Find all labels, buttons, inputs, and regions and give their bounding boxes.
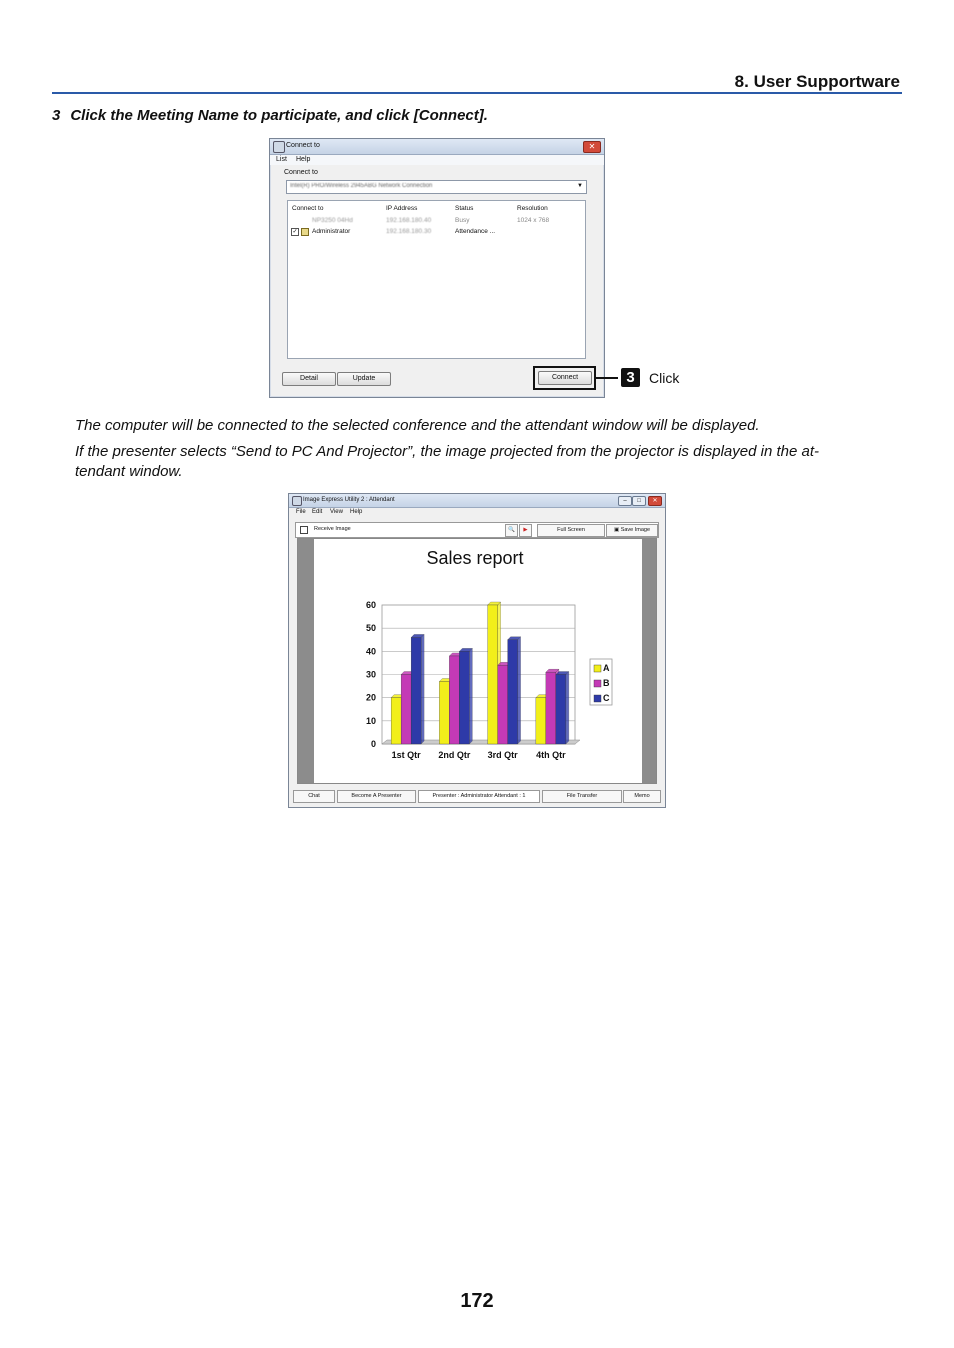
legend-label-C: C bbox=[603, 693, 610, 703]
row2-ip: 192.168.180.30 bbox=[386, 228, 432, 235]
bar-A-3 bbox=[536, 698, 546, 744]
dialog-menubar bbox=[270, 155, 604, 165]
bar-B-1 bbox=[449, 656, 459, 744]
menu-file[interactable]: File bbox=[296, 509, 306, 515]
attendant-statusbar bbox=[291, 789, 661, 802]
bar-C-3 bbox=[556, 675, 566, 745]
update-button[interactable]: Update bbox=[337, 372, 391, 386]
col-ip-address[interactable]: IP Address bbox=[386, 205, 418, 212]
bar-B-3 bbox=[546, 672, 556, 744]
save-image-button[interactable] bbox=[606, 524, 658, 537]
y-tick-label: 0 bbox=[370, 739, 376, 749]
connect-dialog bbox=[269, 138, 605, 398]
menu-help[interactable]: Help bbox=[296, 156, 311, 163]
x-tick-label: 3rd Qtr bbox=[487, 750, 518, 760]
y-tick-label: 30 bbox=[365, 669, 376, 680]
row1-ip: 192.168.180.40 bbox=[386, 217, 432, 224]
x-tick-label: 2nd Qtr bbox=[438, 750, 471, 760]
memo-button[interactable] bbox=[623, 790, 661, 803]
x-tick-label: 1st Qtr bbox=[391, 750, 421, 760]
app-icon bbox=[273, 141, 285, 153]
meeting-list[interactable] bbox=[287, 200, 586, 359]
paragraph-presenter-line2: tendant window. bbox=[75, 463, 183, 480]
callout-badge: 3 bbox=[621, 368, 640, 387]
bar-side bbox=[566, 672, 569, 745]
bar-side bbox=[518, 637, 521, 744]
chevron-down-icon[interactable]: ▼ bbox=[577, 183, 583, 189]
receive-image-icon bbox=[300, 526, 308, 534]
memo-label: Memo bbox=[634, 793, 650, 799]
legend-label-A: A bbox=[603, 663, 610, 673]
bar-A-2 bbox=[488, 605, 498, 744]
y-tick-label: 20 bbox=[365, 692, 376, 703]
bar-C-2 bbox=[508, 640, 518, 744]
paragraph-presenter-line1: If the presenter selects “Send to PC And Projector”, the image projected from the projector is displayed in the at- bbox=[75, 443, 819, 460]
chart-title: Sales report bbox=[426, 548, 524, 568]
attendant-titlebar bbox=[289, 494, 665, 508]
projector-icon bbox=[301, 228, 309, 236]
bar-A-0 bbox=[391, 698, 401, 744]
receive-image-label[interactable]: Receive Image bbox=[314, 526, 351, 532]
header-rule bbox=[52, 92, 902, 94]
chat-label: Chat bbox=[308, 793, 320, 799]
detail-button[interactable]: Detail bbox=[282, 372, 336, 386]
menu-edit[interactable]: Edit bbox=[312, 509, 323, 515]
y-tick-label: 10 bbox=[365, 715, 376, 726]
presenter-info-text: Presenter : Administrator Attendant : 1 bbox=[432, 793, 526, 799]
legend-swatch-C bbox=[594, 695, 601, 702]
y-tick-label: 40 bbox=[365, 646, 376, 657]
close-icon[interactable]: ✕ bbox=[583, 141, 601, 153]
y-tick-label: 60 bbox=[365, 600, 376, 610]
callout-text: Click bbox=[649, 370, 680, 386]
row2-name[interactable]: Administrator bbox=[312, 228, 351, 235]
col-resolution[interactable]: Resolution bbox=[517, 205, 548, 212]
attendant-window bbox=[288, 493, 666, 808]
row1-resolution: 1024 x 768 bbox=[517, 217, 550, 224]
camera-icon: ▣ bbox=[613, 527, 621, 533]
col-status[interactable]: Status bbox=[455, 205, 474, 212]
pointer-icon[interactable]: ▶ bbox=[519, 524, 532, 537]
menu-view[interactable]: View bbox=[330, 509, 343, 515]
x-tick-label: 4th Qtr bbox=[536, 750, 566, 760]
file-transfer-label: File Transfer bbox=[566, 793, 598, 799]
page-number: 172 bbox=[460, 1290, 494, 1312]
bar-B-2 bbox=[498, 665, 508, 744]
maximize-icon[interactable]: □ bbox=[632, 496, 646, 506]
section-title: 8. User Supportware bbox=[734, 72, 900, 91]
attendant-toolbar bbox=[295, 522, 659, 538]
row2-checkbox[interactable]: ✓ bbox=[292, 229, 298, 235]
app-icon bbox=[292, 496, 302, 506]
row2-status: Attendance ... bbox=[455, 228, 496, 235]
menu-help[interactable]: Help bbox=[350, 509, 363, 515]
callout-line bbox=[596, 377, 618, 379]
adapter-value: Intel(R) PRO/Wireless 2945ABG Network Connection bbox=[290, 183, 433, 189]
connect-to-label: Connect to bbox=[284, 169, 318, 176]
row1-status: Busy bbox=[455, 217, 470, 224]
zoom-icon[interactable]: 🔍 bbox=[505, 524, 518, 537]
close-icon[interactable]: ✕ bbox=[648, 496, 662, 506]
bar-side bbox=[421, 634, 424, 744]
step-instruction bbox=[52, 107, 488, 124]
legend-swatch-A bbox=[594, 665, 601, 672]
dialog-titlebar bbox=[270, 139, 604, 155]
legend-label-B: B bbox=[603, 678, 610, 688]
dialog-title: Connect to bbox=[286, 142, 320, 149]
menu-list[interactable]: List bbox=[276, 156, 287, 163]
become-presenter-button[interactable] bbox=[337, 790, 416, 803]
sales-chart bbox=[298, 539, 656, 783]
become-presenter-label: Become A Presenter bbox=[351, 793, 402, 799]
image-stage bbox=[297, 538, 657, 784]
full-screen-label: Full Screen bbox=[557, 527, 585, 533]
col-connect-to[interactable]: Connect to bbox=[292, 205, 324, 212]
bar-C-0 bbox=[411, 637, 421, 744]
bar-B-0 bbox=[401, 675, 411, 745]
bar-C-1 bbox=[459, 651, 469, 744]
y-tick-label: 50 bbox=[365, 623, 376, 634]
step-text: Click the Meeting Name to participate, and click [Connect]. bbox=[70, 107, 488, 124]
bar-side bbox=[469, 648, 472, 744]
legend-swatch-B bbox=[594, 680, 601, 687]
minimize-icon[interactable]: – bbox=[618, 496, 632, 506]
presenter-info bbox=[418, 790, 540, 803]
file-transfer-button[interactable] bbox=[542, 790, 622, 803]
paragraph-connected: The computer will be connected to the selected conference and the attendant window will be displayed. bbox=[75, 417, 760, 434]
adapter-select[interactable] bbox=[286, 180, 587, 194]
connect-button[interactable]: Connect bbox=[538, 371, 592, 385]
step-number: 3 bbox=[52, 107, 61, 124]
full-screen-button[interactable] bbox=[537, 524, 605, 537]
row1-name[interactable]: NP3250 04Hd bbox=[312, 217, 353, 224]
chat-button[interactable] bbox=[293, 790, 335, 803]
save-image-label: Save Image bbox=[620, 527, 651, 533]
bar-A-1 bbox=[439, 681, 449, 744]
attendant-title: Image Express Utility 2 : Attendant bbox=[303, 497, 395, 503]
